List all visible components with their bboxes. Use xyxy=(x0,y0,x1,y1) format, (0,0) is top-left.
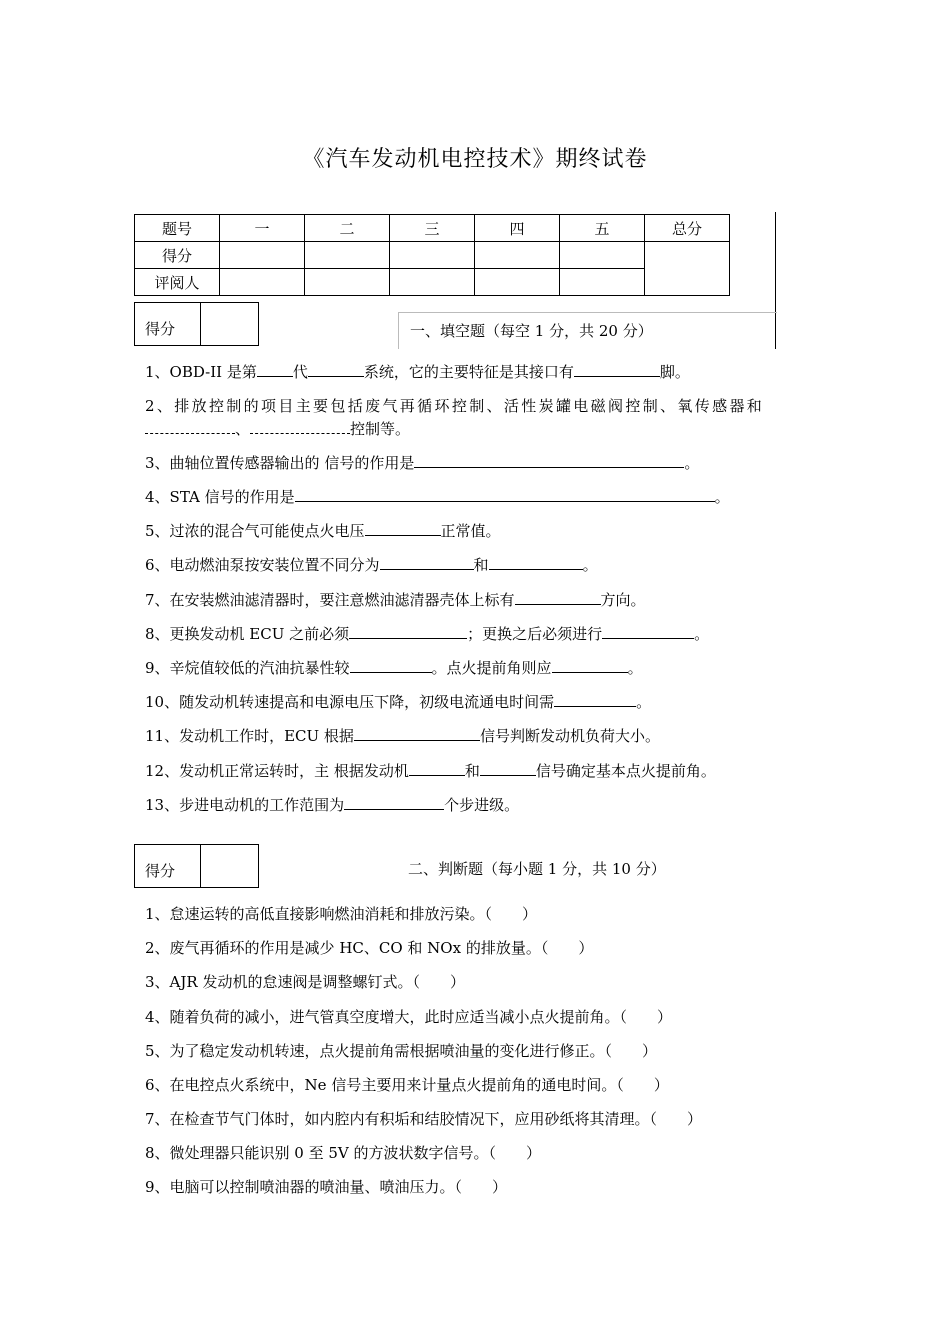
q-text: 和 xyxy=(464,762,480,780)
q-text: 信号确定基本点火提前角。 xyxy=(535,762,716,780)
q-text: 脚。 xyxy=(659,363,690,381)
judgment-item-9: 9、电脑可以控制喷油器的喷油量、喷油压力。（ ） xyxy=(145,1178,508,1196)
header-cell: 二 xyxy=(305,215,390,242)
reviewer-row xyxy=(135,269,730,296)
question-1 xyxy=(145,361,690,382)
q-text: 。点火提前角则应 xyxy=(431,659,552,677)
q-text: 和 xyxy=(473,556,489,574)
blank[interactable] xyxy=(145,419,235,434)
q-text: 。 xyxy=(627,659,643,677)
header-cell: 三 xyxy=(390,215,475,242)
blank[interactable] xyxy=(354,726,480,741)
q-text: 个步进级。 xyxy=(444,796,520,814)
blank[interactable] xyxy=(308,362,364,377)
question-4 xyxy=(145,486,730,507)
reviewer-cell[interactable] xyxy=(390,269,475,296)
blank[interactable] xyxy=(344,795,444,810)
page-title: 《汽车发动机电控技术》期终试卷 xyxy=(302,147,648,172)
q-text: 8、更换发动机 ECU 之前必须 xyxy=(145,625,350,643)
q-text: 11、发动机工作时，ECU 根据 xyxy=(145,727,354,745)
blank[interactable] xyxy=(350,658,432,673)
judgment-item-4: 4、随着负荷的减小，进气管真空度增大，此时应适当减小点火提前角。（ ） xyxy=(145,1008,673,1026)
judgment-item-8: 8、微处理器只能识别 0 至 5V 的方波状数字信号。（ ） xyxy=(145,1144,542,1162)
score-box-input[interactable] xyxy=(201,845,258,887)
blank[interactable] xyxy=(365,521,441,536)
blank[interactable] xyxy=(515,590,601,605)
row-label: 得分 xyxy=(135,242,220,269)
question-10 xyxy=(145,691,651,712)
score-box-input[interactable] xyxy=(201,303,258,345)
q-text: 。 xyxy=(582,556,598,574)
q-text: 13、步进电动机的工作范围为 xyxy=(145,796,345,814)
q-text: 代 xyxy=(292,363,308,381)
q-text: 1、OBD-II 是第 xyxy=(145,363,257,381)
judgment-item-1: 1、怠速运转的高低直接影响燃油消耗和排放污染。（ ） xyxy=(145,905,538,923)
score-box-label: 得分 xyxy=(135,303,201,345)
q-text: 系统，它的主要特征是其接口有 xyxy=(363,363,574,381)
header-cell: 题号 xyxy=(135,215,220,242)
blank[interactable] xyxy=(414,453,684,468)
header-cell: 总分 xyxy=(645,215,730,242)
question-2-line1: 2、排放控制的项目主要包括废气再循环控制、活性炭罐电磁阀控制、氧传感器和 xyxy=(145,397,765,415)
q-text: 7、在安装燃油滤清器时，要注意燃油滤清器壳体上标有 xyxy=(145,591,515,609)
q-text: 3、曲轴位置传感器输出的 信号的作用是 xyxy=(145,454,415,472)
section1-title: 一、填空题（每空 1 分，共 20 分） xyxy=(410,322,653,340)
blank[interactable] xyxy=(250,419,350,434)
section2-title: 二、判断题（每小题 1 分，共 10 分） xyxy=(408,860,666,878)
section2-score-box xyxy=(134,844,259,888)
score-box-label: 得分 xyxy=(135,845,201,887)
score-cell[interactable] xyxy=(220,242,305,269)
question-13 xyxy=(145,794,519,815)
score-cell[interactable] xyxy=(305,242,390,269)
score-row xyxy=(135,242,730,269)
blank[interactable] xyxy=(574,362,660,377)
score-cell[interactable] xyxy=(475,242,560,269)
judgment-item-2: 2、废气再循环的作用是减少 HC、CO 和 NOx 的排放量。（ ） xyxy=(145,939,594,957)
blank[interactable] xyxy=(409,761,465,776)
reviewer-cell[interactable] xyxy=(560,269,645,296)
section1-score-box xyxy=(134,302,259,346)
q-text: 。 xyxy=(684,454,700,472)
question-12 xyxy=(145,760,716,781)
judgment-item-3: 3、AJR 发动机的怠速阀是调整螺钉式。（ ） xyxy=(145,973,465,991)
question-9 xyxy=(145,657,643,678)
judgment-item-7: 7、在检查节气门体时，如内腔内有积垢和结胶情况下，应用砂纸将其清理。（ ） xyxy=(145,1110,703,1128)
score-table-header-row xyxy=(135,215,730,242)
q-text: ；更换之后必须进行 xyxy=(467,625,603,643)
row-label: 评阅人 xyxy=(135,269,220,296)
q-text: 控制等。 xyxy=(350,420,411,438)
question-3 xyxy=(145,452,699,473)
q-text: 9、辛烷值较低的汽油抗暴性较 xyxy=(145,659,350,677)
header-cell: 五 xyxy=(560,215,645,242)
blank[interactable] xyxy=(554,692,636,707)
score-cell[interactable] xyxy=(560,242,645,269)
q-text: 信号判断发动机负荷大小。 xyxy=(479,727,660,745)
question-8 xyxy=(145,623,709,644)
total-score-cell[interactable] xyxy=(645,242,730,296)
q-text: 5、过浓的混合气可能使点火电压 xyxy=(145,522,365,540)
reviewer-cell[interactable] xyxy=(305,269,390,296)
reviewer-cell[interactable] xyxy=(475,269,560,296)
question-7 xyxy=(145,589,646,610)
q-text: 正常值。 xyxy=(440,522,501,540)
q-text: 。 xyxy=(694,625,710,643)
blank[interactable] xyxy=(602,624,694,639)
judgment-item-5: 5、为了稳定发动机转速，点火提前角需根据喷油量的变化进行修正。（ ） xyxy=(145,1042,658,1060)
q-text: 、 xyxy=(235,420,251,438)
question-11 xyxy=(145,725,660,746)
blank[interactable] xyxy=(295,487,715,502)
score-cell[interactable] xyxy=(390,242,475,269)
blank[interactable] xyxy=(489,555,583,570)
blank[interactable] xyxy=(380,555,474,570)
blank[interactable] xyxy=(552,658,628,673)
header-cell: 一 xyxy=(220,215,305,242)
question-6 xyxy=(145,554,598,575)
blank[interactable] xyxy=(257,362,293,377)
q-text: 4、STA 信号的作用是 xyxy=(145,488,295,506)
question-2-line2 xyxy=(145,418,410,439)
blank[interactable] xyxy=(349,624,467,639)
question-5 xyxy=(145,520,501,541)
q-text: 。 xyxy=(636,693,652,711)
q-text: 6、电动燃油泵按安装位置不同分为 xyxy=(145,556,380,574)
reviewer-cell[interactable] xyxy=(220,269,305,296)
header-cell: 四 xyxy=(475,215,560,242)
blank[interactable] xyxy=(480,761,536,776)
q-text: 12、发动机正常运转时，主 根据发动机 xyxy=(145,762,409,780)
q-text: 。 xyxy=(714,488,730,506)
q-text: 10、随发动机转速提高和电源电压下降，初级电流通电时间需 xyxy=(145,693,555,711)
judgment-item-6: 6、在电控点火系统中，Ne 信号主要用来计量点火提前角的通电时间。（ ） xyxy=(145,1076,669,1094)
q-text: 方向。 xyxy=(600,591,646,609)
score-table xyxy=(134,214,730,296)
